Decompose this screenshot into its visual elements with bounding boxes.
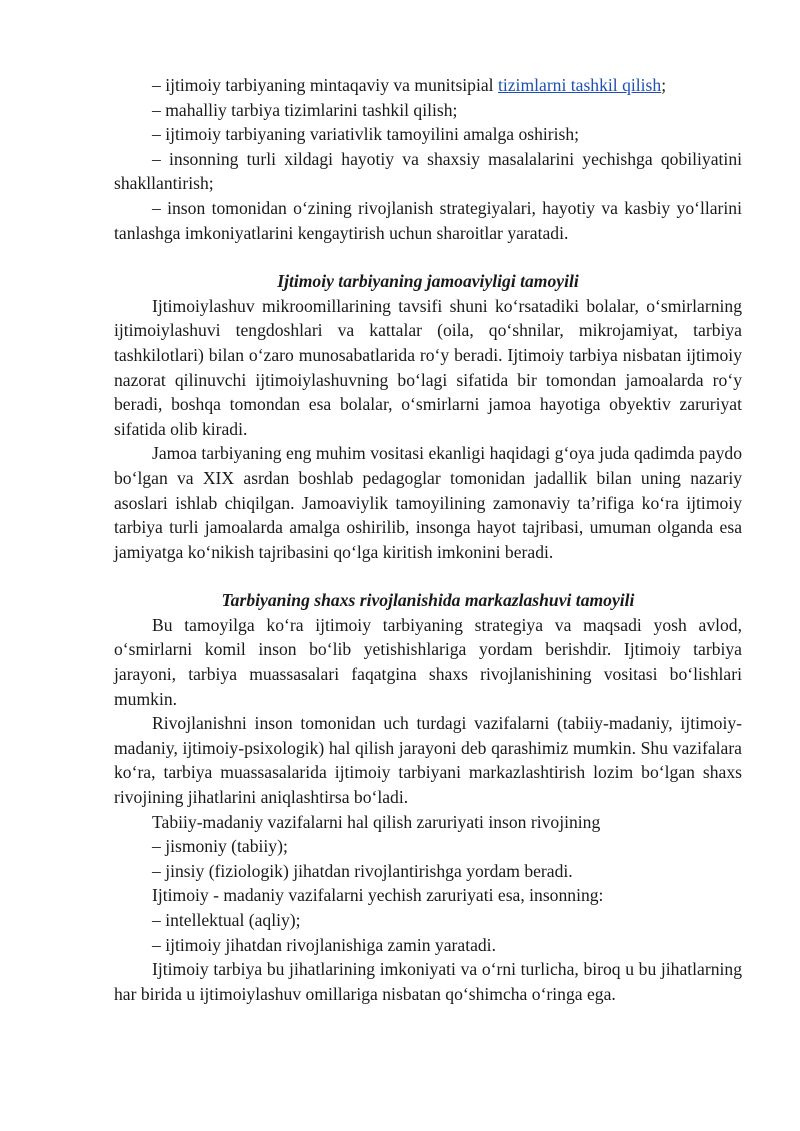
list-item: – inson tomonidan o‘zining rivojlanish strategiyalari, hayotiy va kasbiy yo‘llarini tanlashga imkoniyatlarini kengaytirish uchun sharoitlar yaratadi.	[114, 197, 742, 243]
spacer	[114, 564, 742, 588]
paragraph: Ijtimoiy tarbiya bu jihatlarining imkoniyati va o‘rni turlicha, biroq u bu jihatlarning har birida u ijtimoiylashuv omillariga nisbatan qo‘shimcha o‘ringa ega.	[114, 959, 742, 1004]
list-item: – insonning turli xildagi hayotiy va shaxsiy masalalarini yechishga qobiliyatini shakllantirish;	[114, 148, 742, 194]
link-tizimlarni-tashkil-qilish[interactable]: tizimlarni tashkil qilish	[497, 75, 662, 95]
paragraph: Ijtimoiy - madaniy vazifalarni yechish zaruriyati esa, insonning:	[152, 885, 604, 906]
paragraph: Jamoa tarbiyaning eng muhim vositasi ekanligi haqidagi g‘oya juda qadimda paydo bo‘lgan va XIX asrdan boshlab pedagoglar tomonidan jadallik bilan uning nazariy asoslari ishlab chiqilgan. Jamoaviylik tamoyilining zamonaviy ta’rifiga ko‘ra ijtimoiy tarbiya turli jamoalarda amalga oshirilib, insonga hayot tajribasi, umuman olganda esa jamiyatga ko‘nikish tajribasini qo‘lga kiritish imkonini beradi.	[114, 443, 742, 562]
paragraph: Bu tamoyilga ko‘ra ijtimoiy tarbiyaning strategiya va maqsadi yosh avlod, o‘smirlarni komil inson bo‘lib yetishishlariga yordam berishdir. Ijtimoiy tarbiya jarayoni, tarbiya muassasalari faqatgina shaxs rivojlanishining vositasi bo‘lishlari mumkin.	[114, 614, 742, 709]
list-item: – ijtimoiy tarbiyaning variativlik tamoyilini amalga oshirish;	[152, 124, 580, 145]
paragraph: Ijtimoiylashuv mikroomillarining tavsifi shuni ko‘rsatadiki bolalar, o‘smirlarning ijtimoiylashuvi tengdoshlari va kattalar (oila, qo‘shnilar, mikrojamiyat, tarbiya tashkilotlari) bilan o‘zaro munosabatlarida ro‘y beradi. Ijtimoiy tarbiya nisbatan ijtimoiy nazorat qilinuvchi ijtimoiylashuvning bo‘lagi sifatida bir tomondan jamoalarda ro‘y beradi, boshqa tomondan esa bolalar, o‘smirlarni jamoa hayotiga obyektiv zaruriyat sifatida olib kiradi.	[114, 295, 742, 439]
paragraph: Rivojlanishni inson tomonidan uch turdagi vazifalarni (tabiiy-madaniy, ijtimoiy-madaniy, ijtimoiy-psixologik) hal qilish jarayoni deb qarashimiz mumkin. Shu vazifalara ko‘ra, tarbiya muassasalarida ijtimoiy tarbiyani markazlashtirish lozim bo‘lgan shaxs rivojining jihatlarini aniqlashtirsa bo‘ladi.	[114, 713, 742, 808]
list-item: – jinsiy (fiziologik) jihatdan rivojlantirishga yordam beradi.	[152, 860, 573, 881]
list-item: – mahalliy tarbiya tizimlarini tashkil qilish;	[152, 99, 458, 120]
section-heading-jamoaviylik: Ijtimoiy tarbiyaning jamoaviyligi tamoyili	[277, 271, 579, 292]
list-item: – jismoniy (tabiiy);	[152, 836, 288, 857]
spacer	[114, 245, 742, 269]
list-item-punct: ;	[661, 75, 667, 95]
list-item	[114, 73, 742, 98]
section-heading-markazlashuv: Tarbiyaning shaxs rivojlanishida markazlashuvi tamoyili	[221, 590, 635, 611]
list-item: – ijtimoiy jihatdan rivojlanishiga zamin yaratadi.	[152, 934, 496, 955]
paragraph: Tabiiy-madaniy vazifalarni hal qilish zaruriyati inson rivojining	[152, 811, 601, 832]
list-item: – intellektual (aqliy);	[152, 910, 301, 930]
list-item-text: – ijtimoiy tarbiyaning mintaqaviy va munitsipial	[152, 75, 498, 95]
